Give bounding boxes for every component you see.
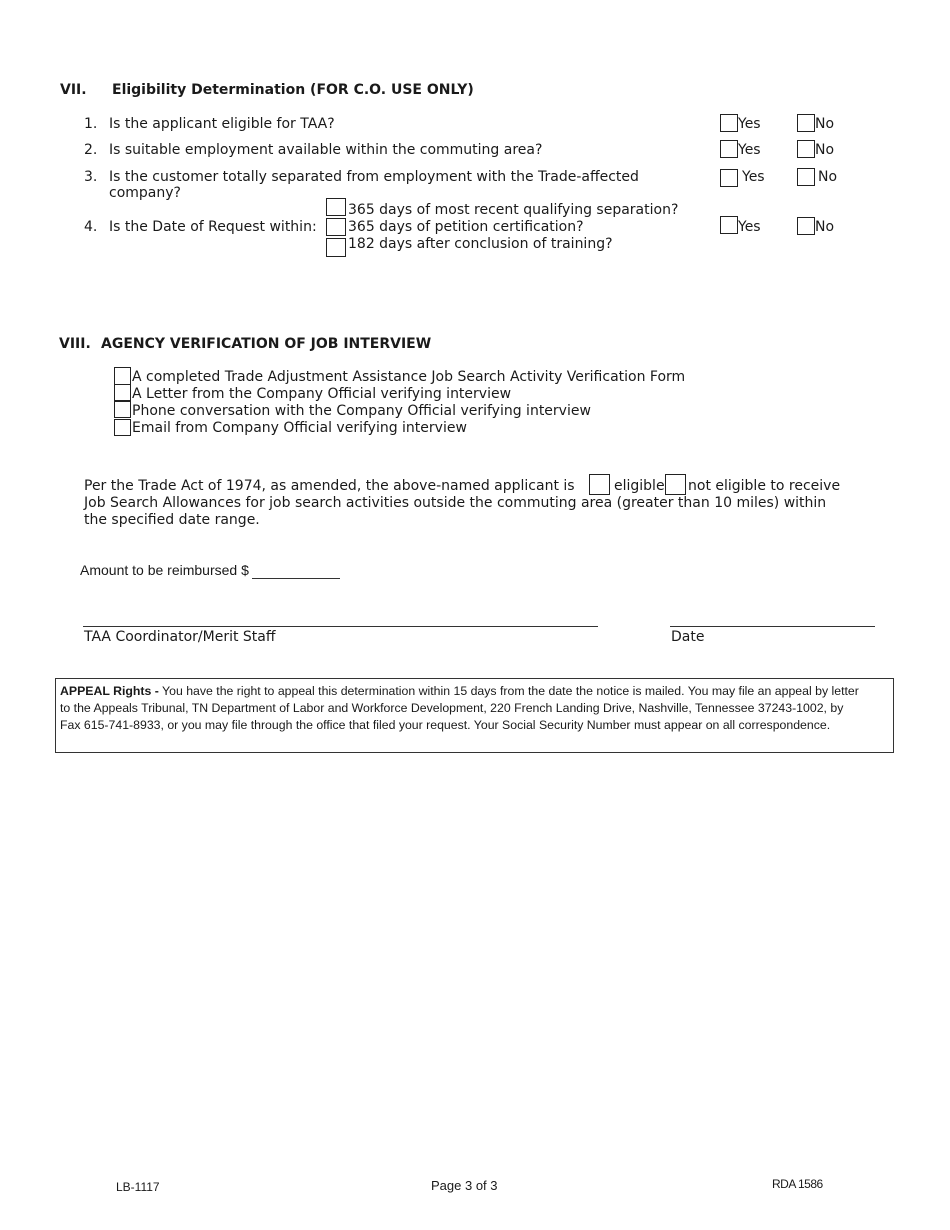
statement-line-2: Job Search Allowances for job search activities outside the commuting area (greater than 10 miles) within	[84, 495, 827, 511]
question-3-no-checkbox[interactable]	[797, 168, 815, 186]
section7-title: Eligibility Determination (FOR C.O. USE ONLY)	[112, 82, 474, 98]
q4-option-3-checkbox[interactable]	[326, 238, 346, 257]
appeal-rights-box	[55, 678, 894, 753]
footer-form-id: LB-1117	[116, 1180, 160, 1194]
question-1-text: Is the applicant eligible for TAA?	[109, 116, 335, 132]
verification-option-2-checkbox[interactable]	[114, 384, 131, 401]
question-4-no-checkbox[interactable]	[797, 217, 815, 235]
question-4-yes-label: Yes	[738, 219, 761, 235]
q4-option-1-checkbox[interactable]	[326, 198, 346, 216]
question-3-yes-label: Yes	[742, 169, 765, 185]
amount-input-line[interactable]	[252, 578, 340, 579]
question-2-yes-checkbox[interactable]	[720, 140, 738, 158]
eligible-checkbox[interactable]	[589, 474, 610, 495]
question-3-yes-checkbox[interactable]	[720, 169, 738, 187]
appeal-line-3: Fax 615-741-8933, or you may file through the office that filed your request. Your Social Security Number must appear on all correspondence.	[60, 718, 831, 732]
date-signature-line[interactable]	[670, 626, 875, 627]
verification-option-4-checkbox[interactable]	[114, 419, 131, 436]
question-3-text-continued: company?	[109, 185, 181, 201]
verification-option-2-label: A Letter from the Company Official verifying interview	[132, 386, 512, 402]
question-4-number: 4.	[84, 219, 98, 235]
q4-option-1-label: 365 days of most recent qualifying separation?	[348, 202, 679, 218]
verification-option-4-label: Email from Company Official verifying interview	[132, 420, 467, 436]
question-1-number: 1.	[84, 116, 98, 132]
question-1-no-checkbox[interactable]	[797, 114, 815, 132]
q4-option-2-label: 365 days of petition certification?	[348, 219, 584, 235]
date-label: Date	[671, 629, 705, 645]
question-3-number: 3.	[84, 169, 98, 185]
question-4-yes-checkbox[interactable]	[720, 216, 738, 234]
footer-page-number: Page 3 of 3	[431, 1178, 498, 1193]
question-4-no-label: No	[815, 219, 835, 235]
question-2-no-label: No	[815, 142, 835, 158]
footer-rda: RDA 1586	[772, 1177, 823, 1191]
verification-option-1-label: A completed Trade Adjustment Assistance Job Search Activity Verification Form	[132, 369, 686, 385]
question-3-text: Is the customer totally separated from employment with the Trade-affected	[109, 169, 639, 185]
question-2-number: 2.	[84, 142, 98, 158]
appeal-line-2: to the Appeals Tribunal, TN Department of Labor and Workforce Development, 220 French Landing Drive, Nashville, Tennessee 37243-1002, by	[60, 701, 844, 715]
question-3-no-label: No	[818, 169, 838, 185]
not-eligible-label: not eligible to receive	[688, 478, 841, 494]
statement-line-3: the specified date range.	[84, 512, 260, 528]
verification-option-3-label: Phone conversation with the Company Official verifying interview	[132, 403, 591, 419]
appeal-line-1	[60, 683, 893, 700]
staff-signature-line[interactable]	[83, 626, 598, 627]
verification-option-3-checkbox[interactable]	[114, 401, 131, 418]
section8-title: AGENCY VERIFICATION OF JOB INTERVIEW	[101, 336, 432, 352]
question-2-text: Is suitable employment available within the commuting area?	[109, 142, 543, 158]
amount-label: Amount to be reimbursed $	[80, 562, 249, 578]
question-1-yes-label: Yes	[738, 116, 761, 132]
question-2-yes-label: Yes	[738, 142, 761, 158]
question-1-yes-checkbox[interactable]	[720, 114, 738, 132]
section7-number: VII.	[60, 82, 87, 98]
appeal-heading: APPEAL Rights -	[60, 684, 159, 698]
verification-option-1-checkbox[interactable]	[114, 367, 131, 385]
not-eligible-checkbox[interactable]	[665, 474, 686, 495]
q4-option-2-checkbox[interactable]	[326, 218, 346, 236]
question-4-text: Is the Date of Request within:	[109, 219, 317, 235]
question-1-no-label: No	[815, 116, 835, 132]
statement-line-1: Per the Trade Act of 1974, as amended, the above-named applicant is	[84, 478, 575, 494]
q4-option-3-label: 182 days after conclusion of training?	[348, 236, 613, 252]
question-2-no-checkbox[interactable]	[797, 140, 815, 158]
staff-signature-label: TAA Coordinator/Merit Staff	[84, 629, 276, 645]
appeal-text-1: You have the right to appeal this determination within 15 days from the date the notice is mailed. You may file an appeal by letter	[162, 684, 859, 698]
section8-number: VIII.	[59, 336, 91, 352]
eligible-label: eligible	[614, 478, 665, 494]
